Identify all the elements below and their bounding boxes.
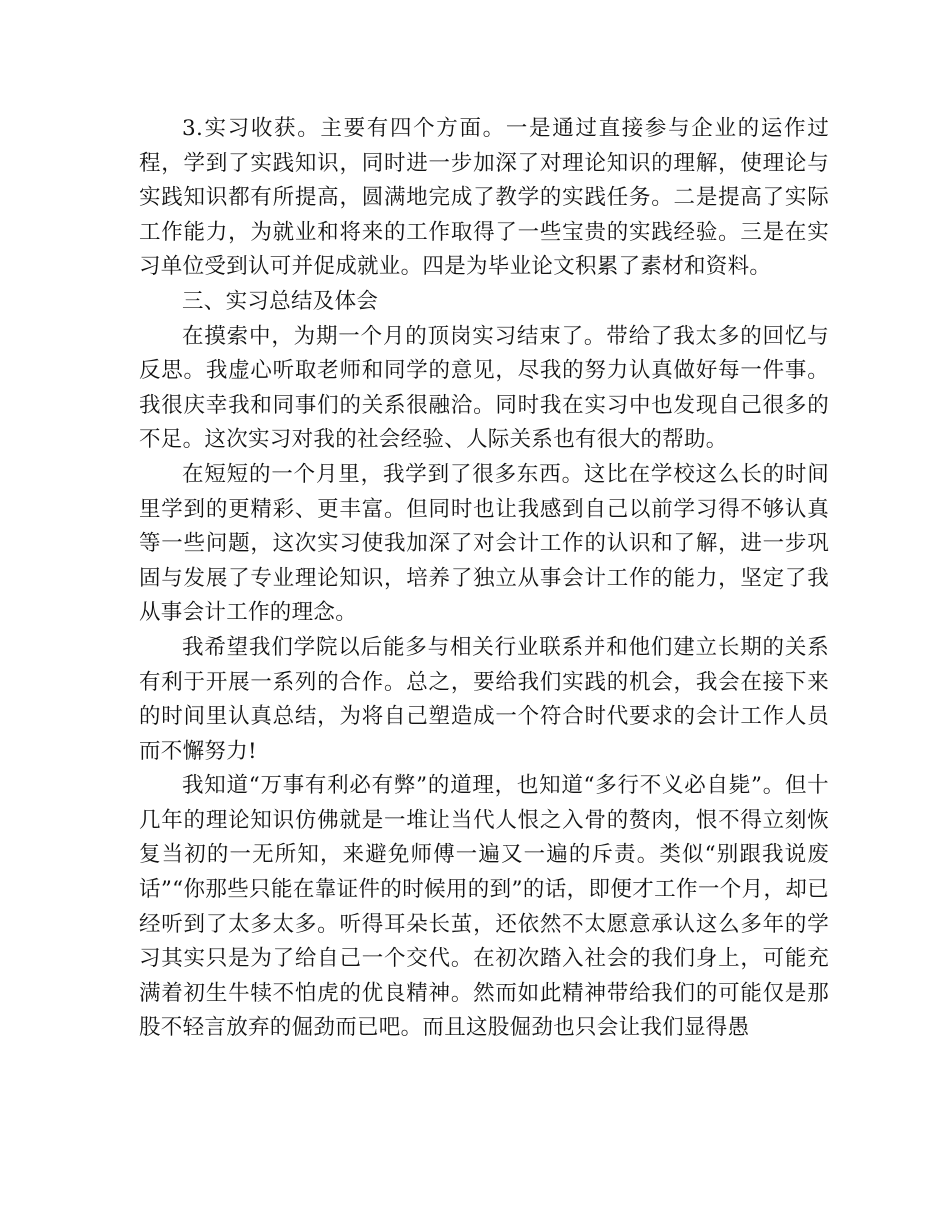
paragraph-hope: 我希望我们学院以后能多与相关行业联系并和他们建立长期的关系有利于开展一系列的合作。总之，要给我们实践的机会，我会在接下来的时间里认真总结，为将自己塑造成一个符合时代要求的会计工作人员而不懈努力! [139,634,829,764]
paragraph-learning: 在短短的一个月里，我学到了很多东西。这比在学校这么长的时间里学到的更精彩、更丰富。但同时也让我感到自己以前学习得不够认真等一些问题，这次实习使我加深了对会计工作的认识和了解，进一步巩固与发展了专业理论知识，培养了独立从事会计工作的能力，坚定了我从事会计工作的理念。 [139,461,829,626]
paragraph-internship-gains: 3.实习收获。主要有四个方面。一是通过直接参与企业的运作过程，学到了实践知识，同时进一步加深了对理论知识的理解，使理论与实践知识都有所提高，圆满地完成了教学的实践任务。二是提高了实际工作能力，为就业和将来的工作取得了一些宝贵的实践经验。三是在实习单位受到认可并促成就业。四是为毕业论文积累了素材和资料。 [139,116,829,280]
document-body [139,112,829,1046]
section-heading-summary: 三、实习总结及体会 [182,288,379,314]
paragraph-reflection: 在摸索中，为期一个月的顶岗实习结束了。带给了我太多的回忆与反思。我虚心听取老师和同学的意见，尽我的努力认真做好每一件事。我很庆幸我和同事们的关系很融洽。同时我在实习中也发现自己很多的不足。这次实习对我的社会经验、人际关系也有很大的帮助。 [139,323,829,453]
paragraph-thoughts: 我知道“万事有利必有弊”的道理，也知道“多行不义必自毙”。但十几年的理论知识仿佛就是一堆让当代人恨之入骨的赘肉，恨不得立刻恢复当初的一无所知，来避免师傅一遍又一遍的斥责。类似“别跟我说废话”“你那些只能在靠证件的时候用的到”的话，即便才工作一个月，却已经听到了太多太多。听得耳朵长茧，还依然不太愿意承认这么多年的学习其实只是为了给自己一个交代。在初次踏入社会的我们身上，可能充满着初生牛犊不怕虎的优良精神。然而如此精神带给我们的可能仅是那股不轻言放弃的倔劲而已吧。而且这股倔劲也只会让我们显得愚 [139,773,829,1041]
